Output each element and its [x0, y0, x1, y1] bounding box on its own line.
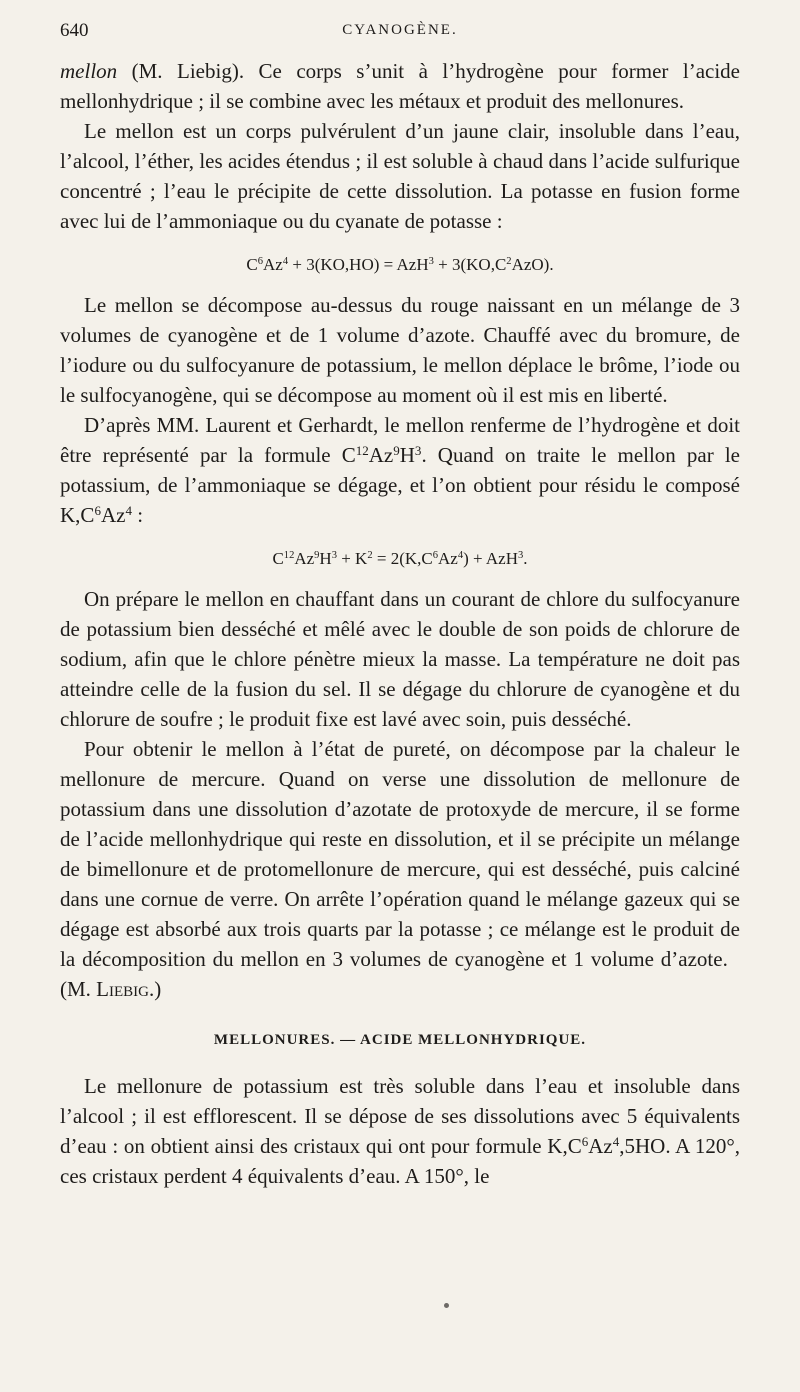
formula-1: $C^6Az^4 + 3(KO,HO) = AzH^3 + 3(KO,C^2AzO)$.: [246, 255, 554, 274]
formula-2: $C^{12}Az^9H^3 + K^2 = 2(K,C^6Az^4) + AzH^3$.: [272, 549, 528, 568]
paragraph-1: [60, 56, 740, 116]
paragraph-3: Le mellon se décompose au-dessus du rouge naissant en un mélange de 3 volumes de cyanogène et de 1 volume d’azote. Chauffé avec du bromure, de l’iodure ou du sulfocyanure de potassium, le mellon déplace le brôme, l’iode ou le sulfocyanogène, qui se décompose au moment où il est mis en liberté.: [60, 293, 740, 407]
paragraph-1-lead: mellon: [60, 59, 118, 83]
paragraph-5: On prépare le mellon en chauffant dans un courant de chlore du sulfocyanure de potassium bien desséché et mêlé avec le double de son poids de chlorure de sodium, afin que le chlore pénètre mieux la masse. La température ne doit pas atteindre celle de la fusion du sel. Il se dégage du chlorure de cyanogène et du chlorure de soufre ; le produit fixe est lavé avec soin, puis desséché.: [60, 587, 740, 731]
section-title: MELLONURES. — ACIDE MELLONHYDRIQUE.: [213, 1032, 587, 1048]
citation: (M. Liebig.): [60, 977, 162, 1001]
running-head: CYANOGÈNE.: [342, 22, 458, 38]
paragraph-1-text: (M. Liebig). Ce corps s’unit à l’hydrogène pour former l’acide mellonhydrique ; il se combine avec les métaux et produit des mellonures.: [60, 59, 740, 113]
page-body: [60, 56, 740, 1191]
paragraph-6: Pour obtenir le mellon à l’état de pureté, on décompose par la chaleur le mellonure de mercure. Quand on verse une dissolution de mellonure de potassium dans une dissolution d’azotate de protoxyde de mercure, il se forme de l’acide mellonhydrique qui reste en dissolution, et il se précipite un mélange de bimellonure et de protomellonure de mercure, qui est desséché, puis calciné dans une cornue de verre. On arrête l’opération quand le mélange gazeux qui se dégage est absorbé aux trois quarts par la potasse ; ce mélange est le produit de la décomposition du mellon en 3 volumes de cyanogène et 1 volume d’azote. (M. Liebig.): [60, 737, 740, 1001]
page-header: [60, 20, 740, 44]
ink-spot: [444, 1303, 449, 1308]
paragraph-4: D’après MM. Laurent et Gerhardt, le mellon renferme de l’hydrogène et doit être représenté par la formule $C^{12}Az^9H^3$. Quand on traite le mellon par le potassium, de l’ammoniaque se dégage, et l’on obtient pour résidu le composé $K,C^6Az^4$ :: [60, 413, 740, 527]
paragraph-2: Le mellon est un corps pulvérulent d’un jaune clair, insoluble dans l’eau, l’alcool, l’éther, les acides étendus ; il est soluble à chaud dans l’acide sulfurique concentré ; l’eau le précipite de cette dissolution. La potasse en fusion forme avec lui de l’ammoniaque ou du cyanate de potasse :: [60, 119, 740, 233]
paragraph-7: Le mellonure de potassium est très soluble dans l’eau et insoluble dans l’alcool ; il est efflorescent. Il se dépose de ses dissolutions avec 5 équivalents d’eau : on obtient ainsi des cristaux qui ont pour formule $K,C^6Az^4,5HO$. A 120°, ces cristaux perdent 4 équivalents d’eau. A 150°, le: [60, 1074, 740, 1188]
page-number: 640: [60, 20, 89, 41]
